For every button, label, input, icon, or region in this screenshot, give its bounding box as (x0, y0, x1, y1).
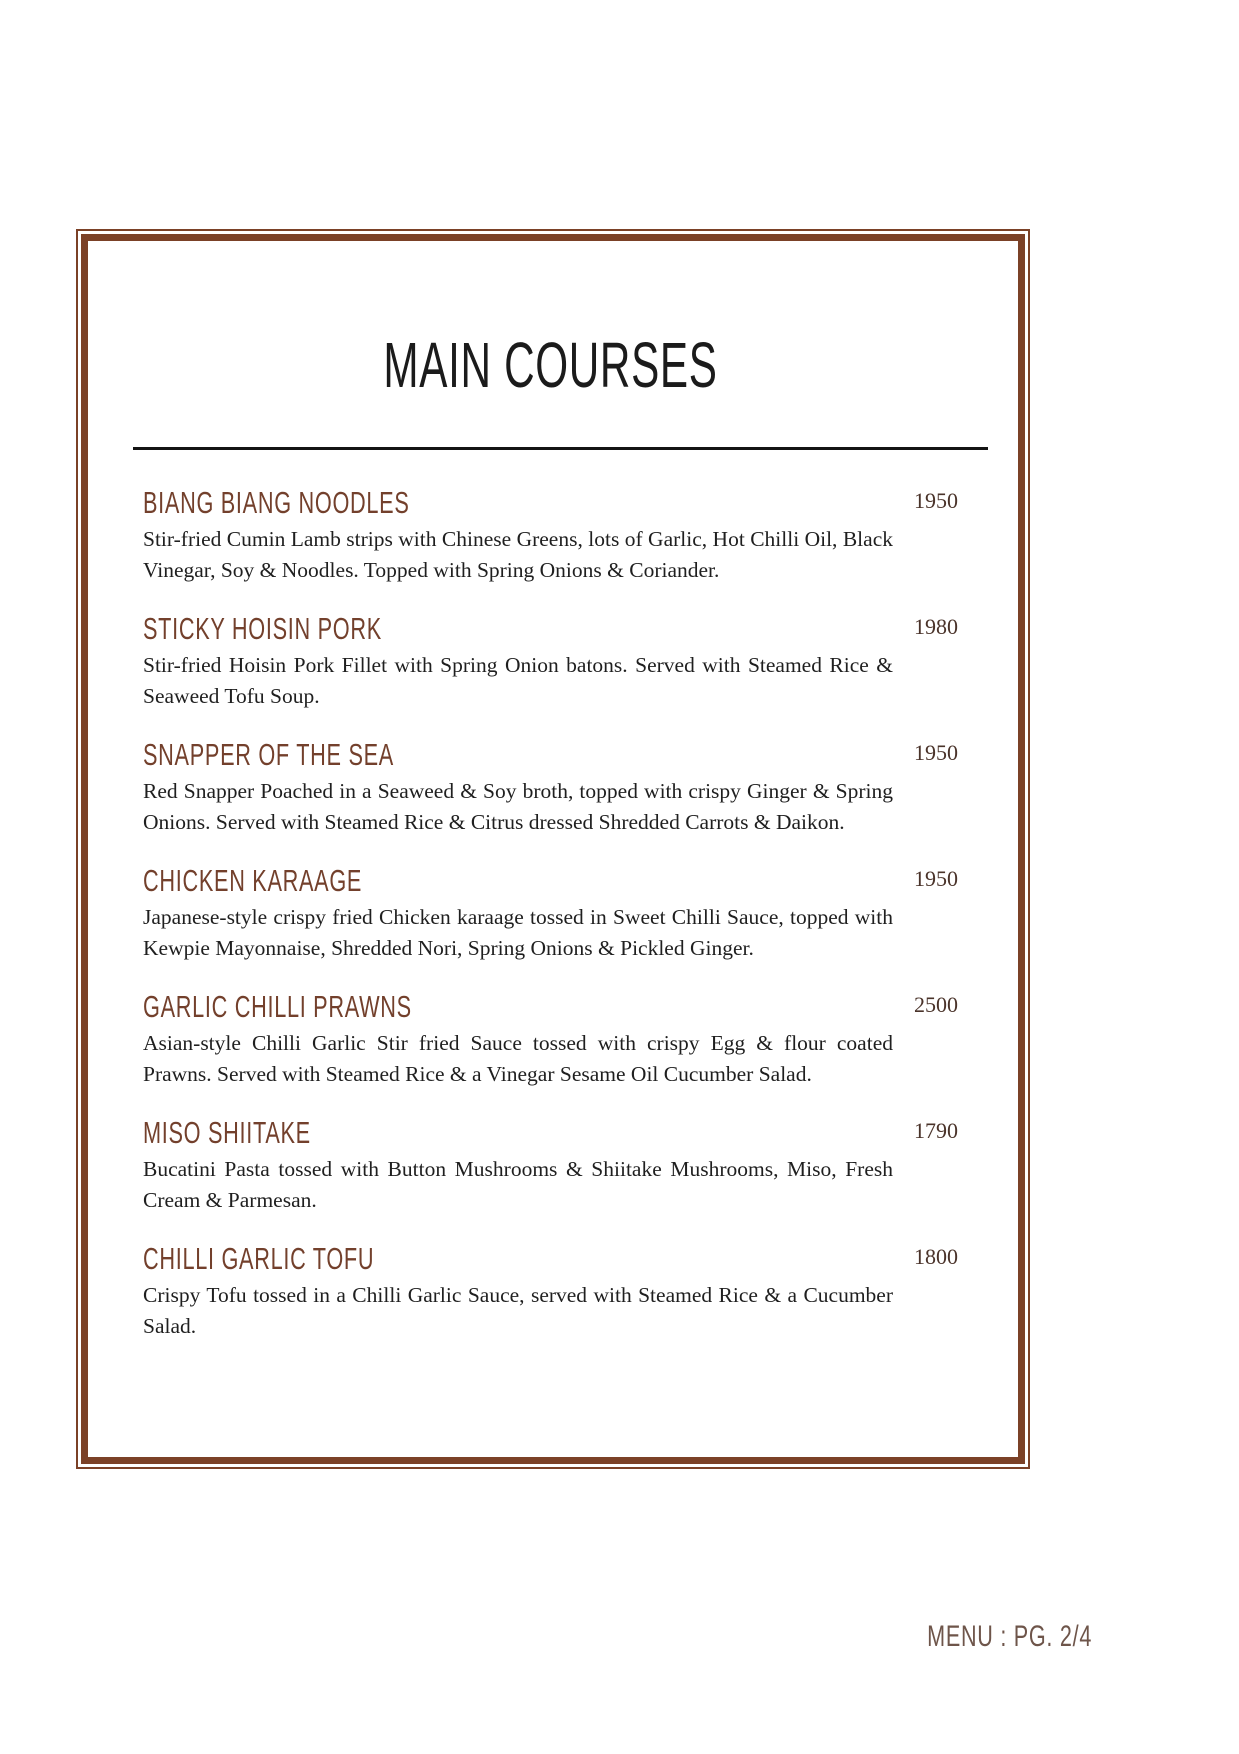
menu-item-name (143, 862, 456, 900)
menu-item-description: Asian-style Chilli Garlic Stir fried Sauce tossed with crispy Egg & flour coated Prawns. Served with Steamed Rice & a Vinegar Sesame Oil Cucumber Salad. (143, 1031, 893, 1086)
menu-item-price: 1950 (914, 740, 958, 765)
menu-item-price: 1980 (914, 614, 958, 639)
menu-item-description: Crispy Tofu tossed in a Chilli Garlic Sauce, served with Steamed Rice & a Cucumber Salad. (143, 1283, 893, 1338)
menu-item-name (143, 1240, 473, 1278)
menu-item-price: 1950 (914, 866, 958, 891)
menu-item (143, 862, 958, 964)
menu-item-head (143, 1240, 958, 1278)
menu-item-name-text: MISO SHIITAKE (143, 1115, 311, 1150)
menu-item-head (143, 610, 958, 648)
menu-item-name-text: CHICKEN KARAAGE (143, 863, 363, 898)
menu-item-name-text: GARLIC CHILLI PRAWNS (143, 989, 412, 1024)
menu-frame (76, 229, 1030, 1469)
menu-item-price: 2500 (914, 992, 958, 1017)
menu-item-description: Stir-fried Hoisin Pork Fillet with Spring Onion batons. Served with Steamed Rice & Seaweed Tofu Soup. (143, 653, 893, 708)
menu-item-name (143, 988, 527, 1026)
menu-item (143, 988, 958, 1090)
menu-item-head (143, 736, 958, 774)
page-footer: MENU : PG. 2/4 (927, 1620, 1092, 1653)
menu-item-price: 1800 (914, 1244, 958, 1269)
menu-item-head (143, 484, 958, 522)
menu-item (143, 1240, 958, 1342)
menu-item-description: Stir-fried Cumin Lamb strips with Chinese Greens, lots of Garlic, Hot Chilli Oil, Black Vinegar, Soy & Noodles. Topped with Spring Onions & Coriander. (143, 527, 893, 582)
page-title: MAIN COURSES (383, 329, 718, 401)
menu-item-name-text: BIANG BIANG NOODLES (143, 485, 410, 520)
menu-item (143, 1114, 958, 1216)
menu-item-name (143, 1114, 383, 1152)
menu-content (88, 241, 1018, 1457)
menu-item-name (143, 610, 484, 648)
menu-item-head (143, 1114, 958, 1152)
menu-item (143, 610, 958, 712)
menu-item-head (143, 862, 958, 900)
menu-item-head (143, 988, 958, 1026)
menu-item-description: Red Snapper Poached in a Seaweed & Soy broth, topped with crispy Ginger & Spring Onions. Served with Steamed Rice & Citrus dressed Shredded Carrots & Daikon. (143, 779, 893, 834)
menu-item-price: 1950 (914, 488, 958, 513)
menu-item-name (143, 484, 524, 522)
menu-item-price: 1790 (914, 1118, 958, 1143)
title-divider (133, 447, 988, 450)
menu-item (143, 484, 958, 586)
menu-item-name-text: CHILLI GARLIC TOFU (143, 1241, 375, 1276)
menu-item-name-text: SNAPPER OF THE SEA (143, 737, 394, 772)
menu-item-description: Bucatini Pasta tossed with Button Mushrooms & Shiitake Mushrooms, Miso, Fresh Cream & Parmesan. (143, 1157, 893, 1212)
menu-item (143, 736, 958, 838)
menu-item-name-text: STICKY HOISIN PORK (143, 611, 382, 646)
menu-frame-inner (81, 234, 1025, 1464)
menu-item-description: Japanese-style crispy fried Chicken karaage tossed in Sweet Chilli Sauce, topped with Kewpie Mayonnaise, Shredded Nori, Spring Onions & Pickled Ginger. (143, 905, 893, 960)
menu-item-name (143, 736, 502, 774)
